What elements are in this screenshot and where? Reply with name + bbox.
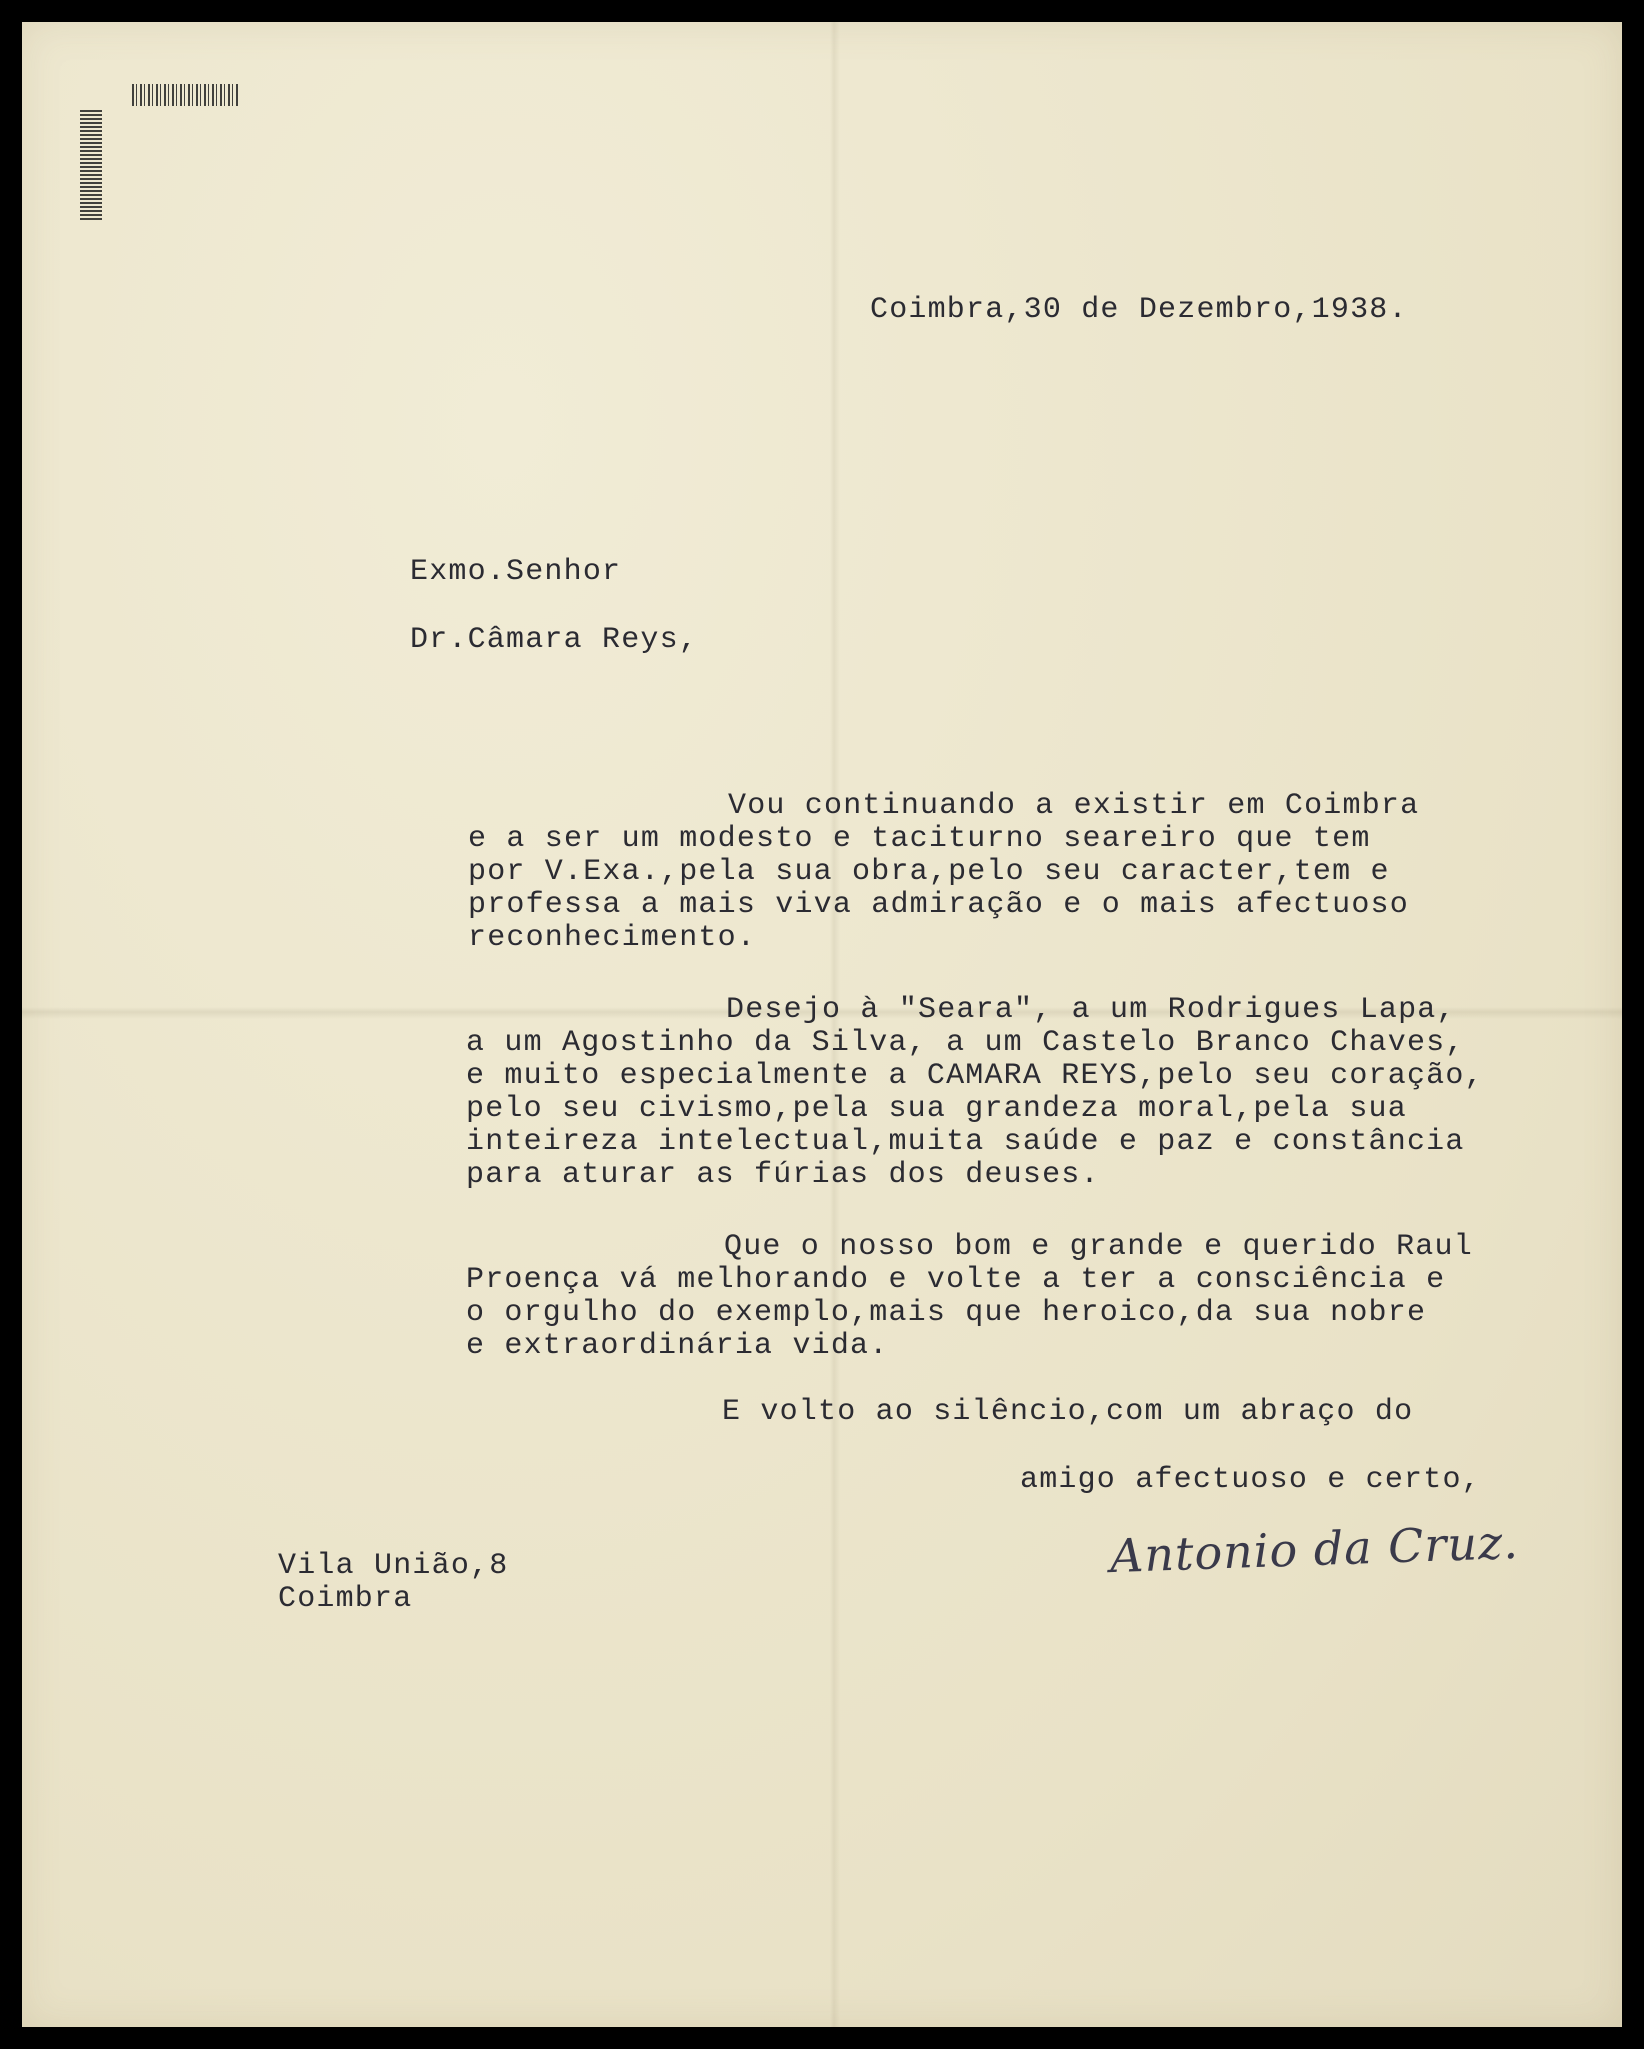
paragraph-3-line-2: Proença vá melhorando e volte a ter a consciência e xyxy=(466,1263,1446,1297)
paragraph-1-line-5: reconhecimento. xyxy=(468,921,757,955)
archive-barcode-horizontal xyxy=(132,84,240,106)
address-line-1: Vila União,8 xyxy=(278,1549,509,1583)
salutation-line-2: Dr.Câmara Reys, xyxy=(410,623,699,657)
closing-line-2: amigo afectuoso e certo, xyxy=(1020,1463,1481,1497)
paragraph-2-line-3: e muito especialmente a CAMARA REYS,pelo seu coração, xyxy=(466,1059,1484,1093)
address-line-2: Coimbra xyxy=(278,1582,413,1616)
paragraph-1-line-1: Vou continuando a existir em Coimbra xyxy=(728,789,1420,823)
paragraph-1-line-2: e a ser um modesto e taciturno seareiro que tem xyxy=(468,822,1371,856)
paragraph-1-line-4: professa a mais viva admiração e o mais afectuoso xyxy=(468,888,1409,922)
handwritten-signature: Antonio da Cruz. xyxy=(1109,1514,1520,1584)
paragraph-2-line-4: pelo seu civismo,pela sua grandeza moral,pela sua xyxy=(466,1092,1407,1126)
paragraph-2-line-1: Desejo à "Seara", a um Rodrigues Lapa, xyxy=(726,993,1456,1027)
letter-date: Coimbra,30 de Dezembro,1938. xyxy=(870,293,1408,327)
paragraph-3-line-3: o orgulho do exemplo,mais que heroico,da sua nobre xyxy=(466,1296,1427,1330)
closing-line-1: E volto ao silêncio,com um abraço do xyxy=(722,1395,1414,1429)
paragraph-1-line-3: por V.Exa.,pela sua obra,pelo seu caracter,tem e xyxy=(468,855,1390,889)
paragraph-2-line-6: para aturar as fúrias dos deuses. xyxy=(466,1158,1100,1192)
paragraph-2-line-5: inteireza intelectual,muita saúde e paz e constância xyxy=(466,1125,1465,1159)
paragraph-3-line-1: Que o nosso bom e grande e querido Raul xyxy=(724,1230,1473,1264)
paragraph-3-line-4: e extraordinária vida. xyxy=(466,1329,889,1363)
salutation-line-1: Exmo.Senhor xyxy=(410,555,622,589)
archive-barcode-vertical xyxy=(80,110,102,220)
paragraph-2-line-2: a um Agostinho da Silva, a um Castelo Branco Chaves, xyxy=(466,1026,1465,1060)
